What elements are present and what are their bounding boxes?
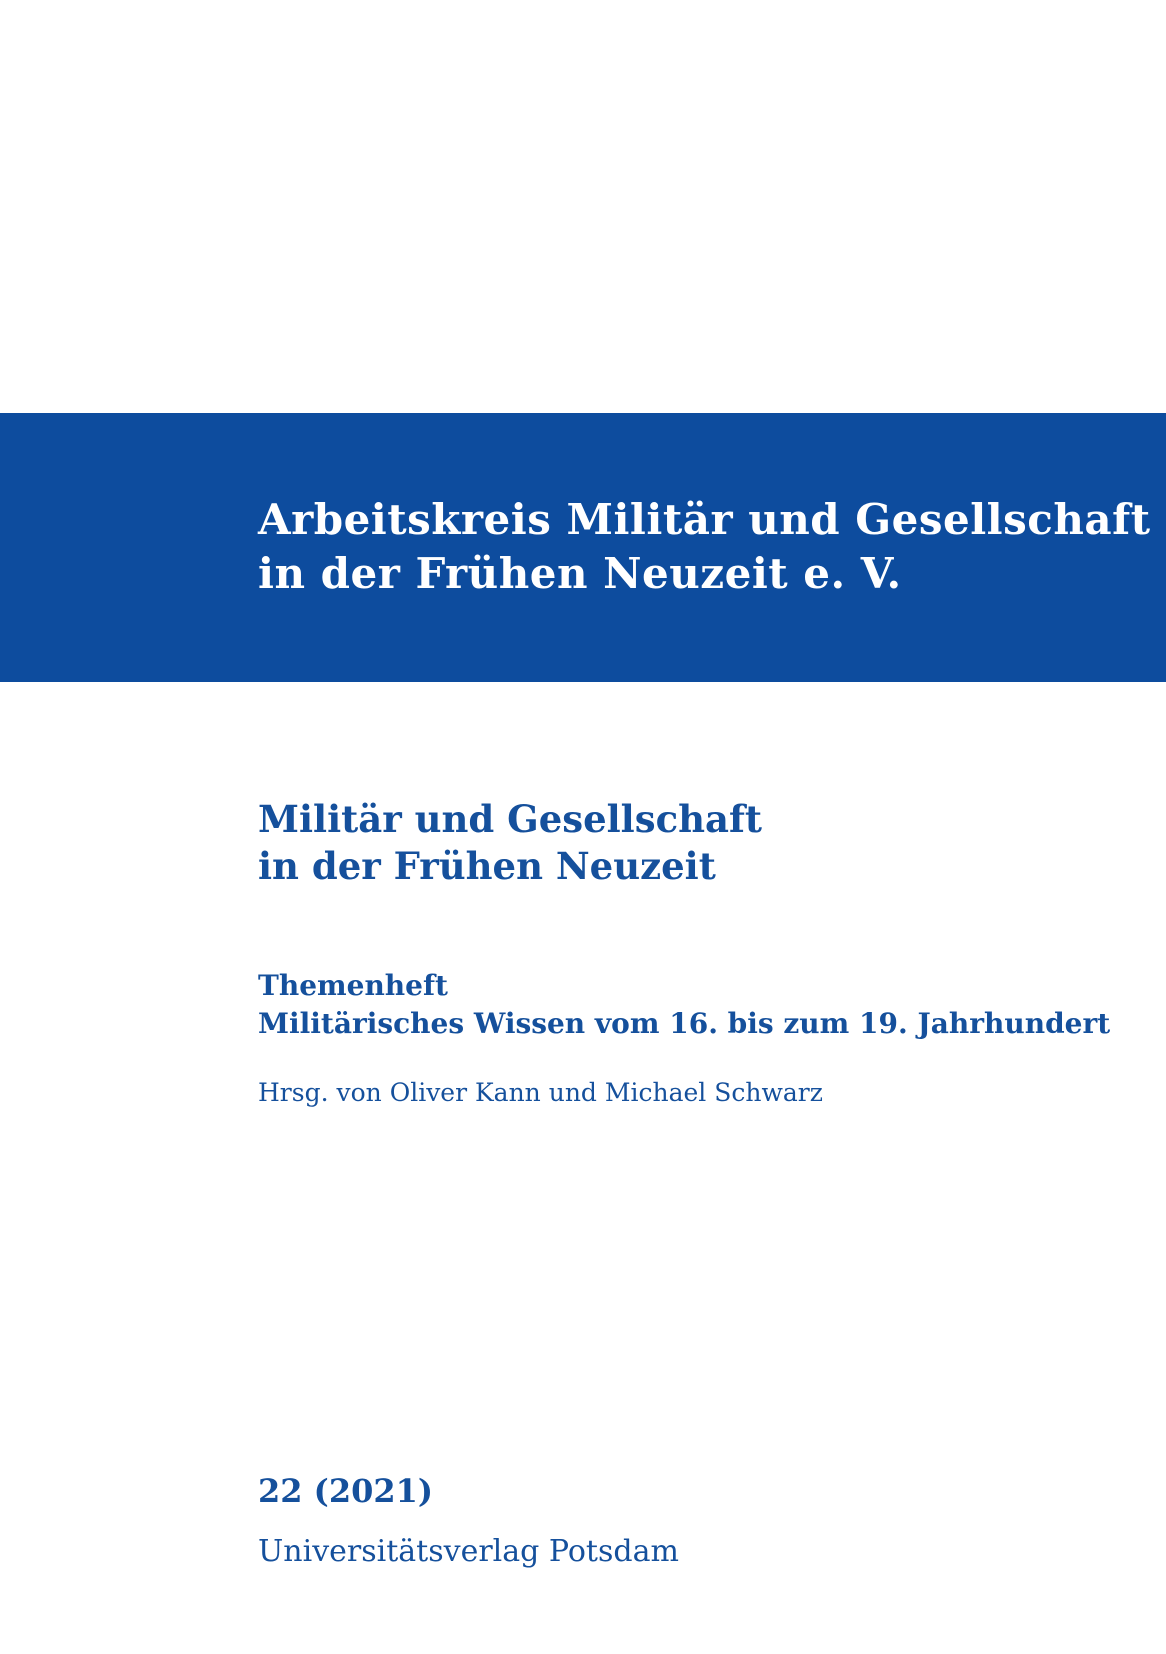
- theme-block: [258, 967, 1110, 1043]
- series-title: [258, 796, 762, 890]
- editors-line: Hrsg. von Oliver Kann und Michael Schwarz: [258, 1078, 823, 1107]
- series-title-line1: Militär und Gesellschaft: [258, 797, 762, 841]
- issue-number: 22 (2021): [258, 1472, 434, 1510]
- theme-title: Militärisches Wissen vom 16. bis zum 19. Jahrhundert: [258, 1007, 1111, 1040]
- publisher-imprint: Universitätsverlag Potsdam: [258, 1534, 679, 1569]
- series-title-line2: in der Frühen Neuzeit: [258, 844, 716, 888]
- banner-band: [0, 413, 1166, 682]
- banner-title-line1: Arbeitskreis Militär und Gesellschaft: [258, 495, 1151, 544]
- theme-label: Themenheft: [258, 969, 448, 1002]
- banner-title-line2: in der Frühen Neuzeit e. V.: [258, 549, 902, 598]
